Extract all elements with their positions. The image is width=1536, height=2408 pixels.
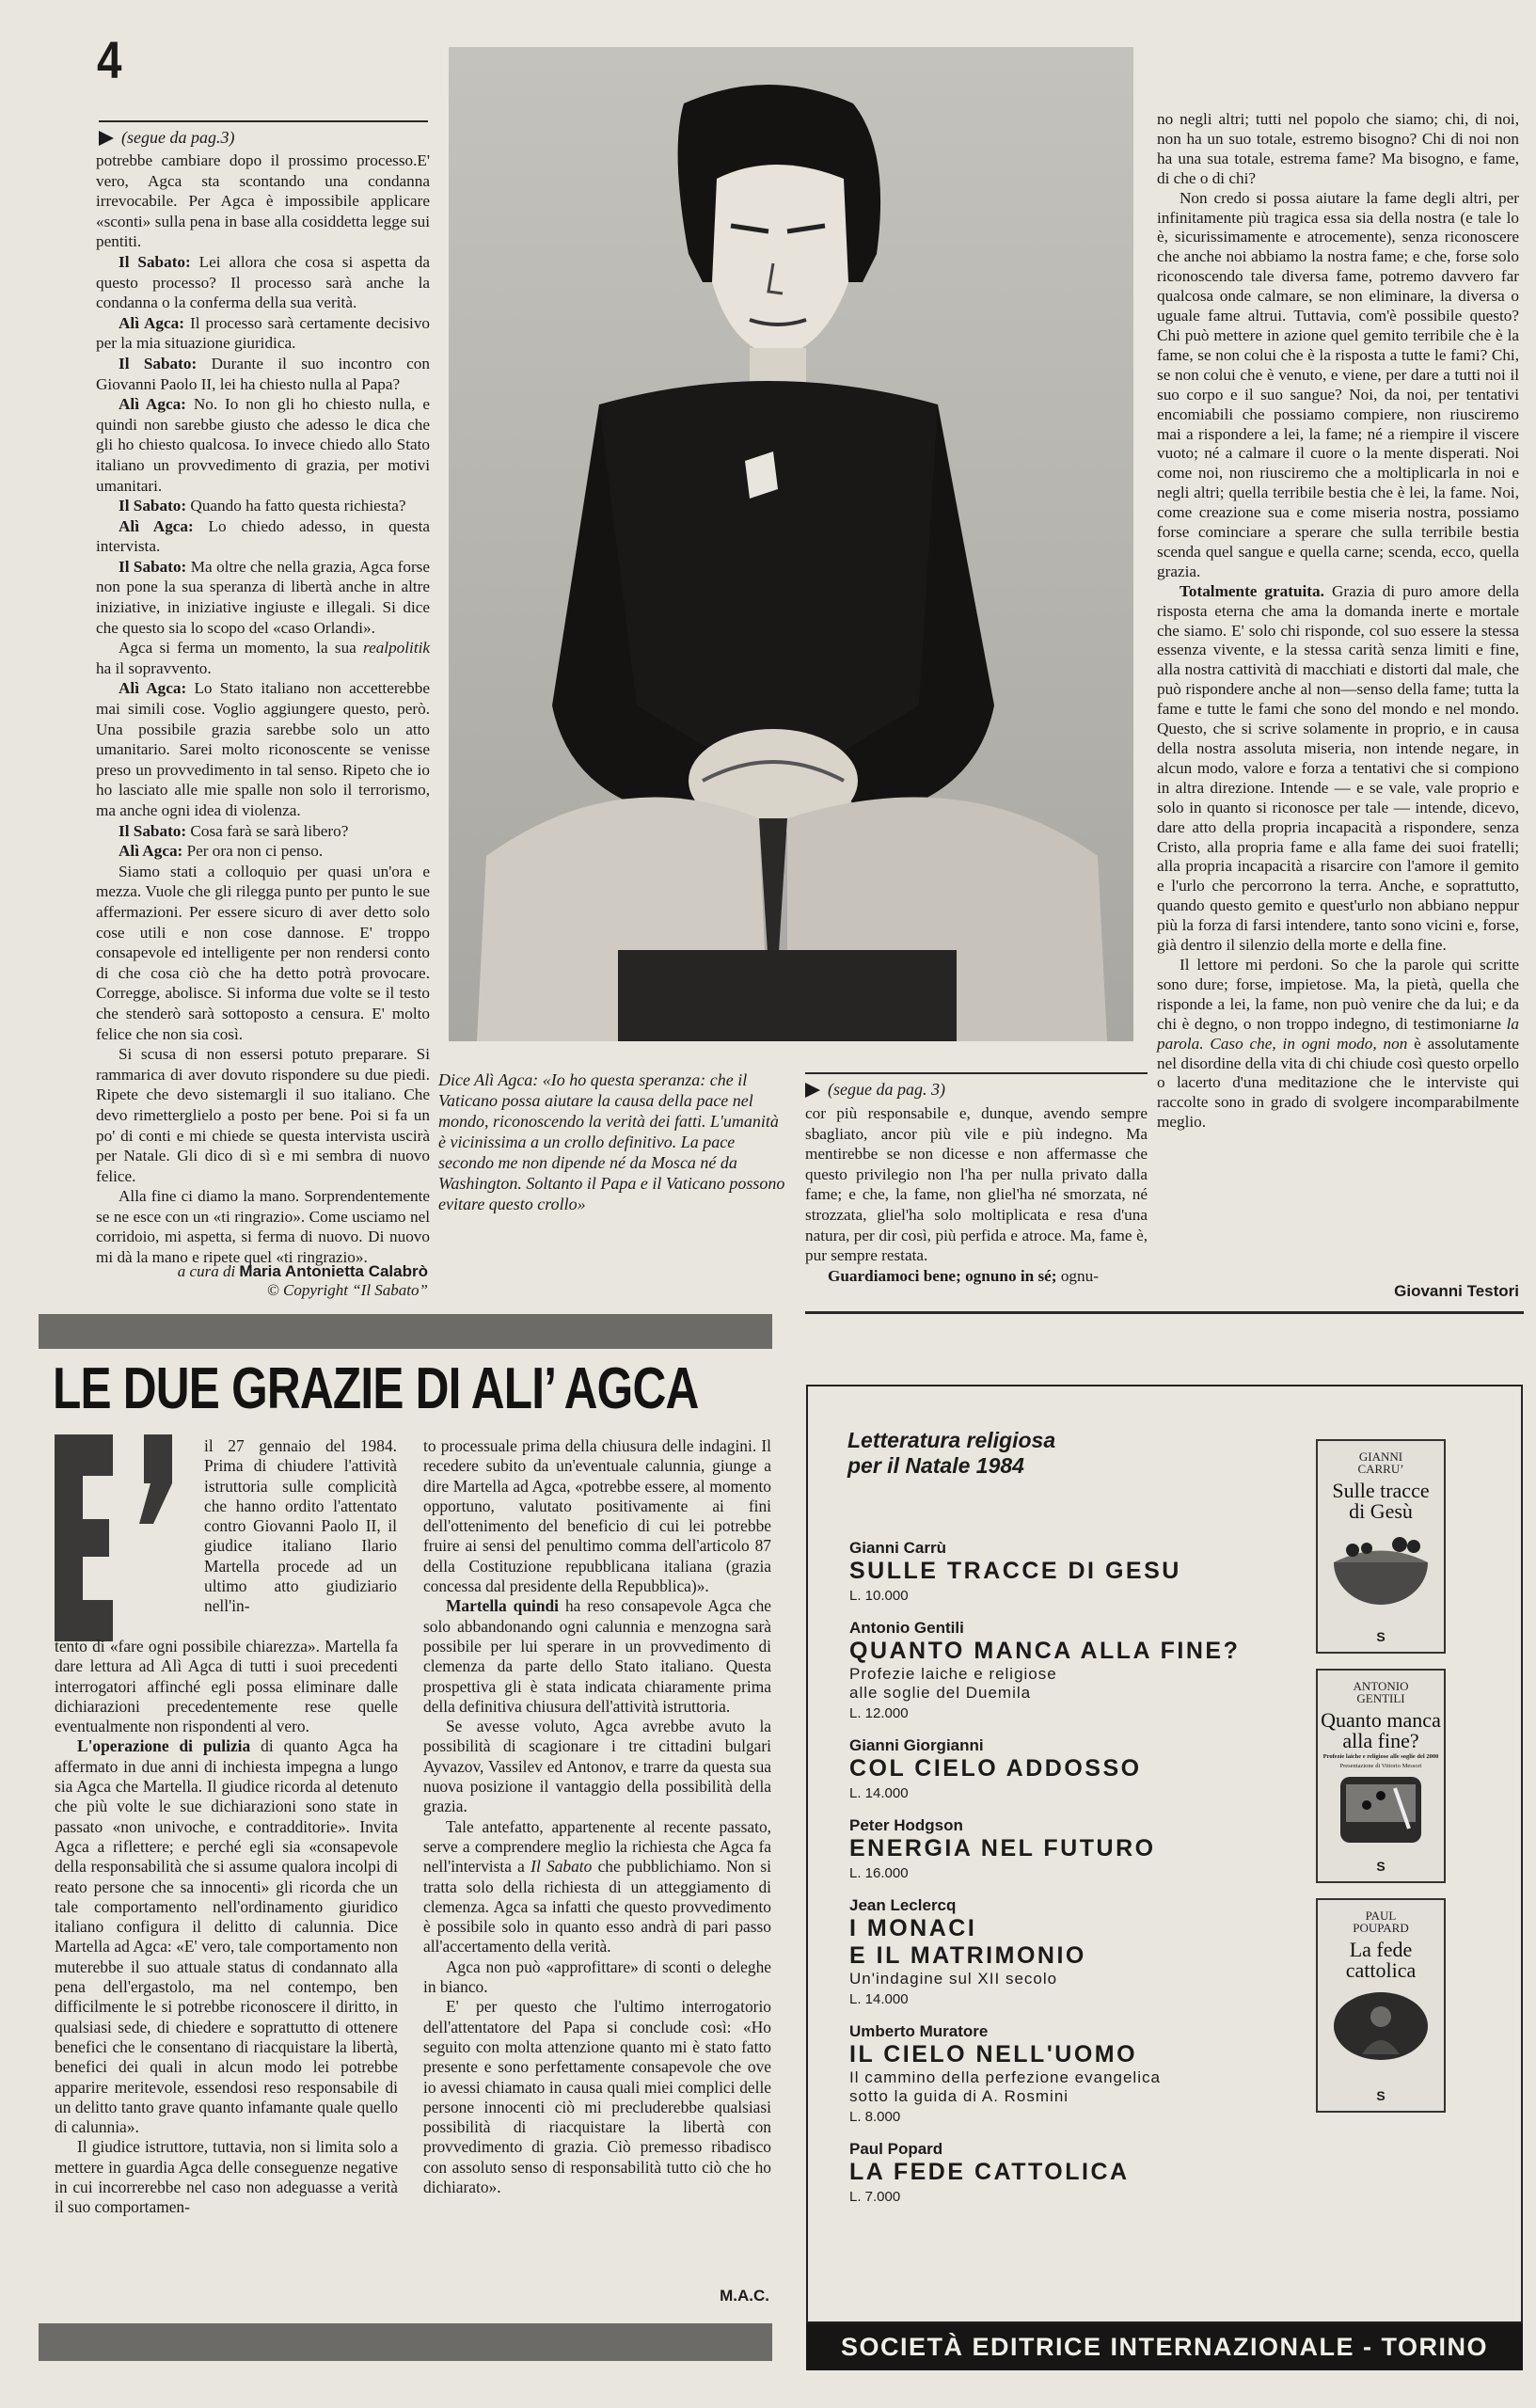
- book-author: Gianni Giorgianni: [849, 1736, 984, 1754]
- publisher-logo-icon: S: [1376, 1629, 1386, 1644]
- book-title: IL CIELO NELL'UOMO: [849, 2041, 1138, 2067]
- landscape-image: [1329, 1529, 1433, 1605]
- book-entry: [849, 1539, 1291, 1606]
- book-author: Peter Hodgson: [849, 1816, 963, 1834]
- book-title: COL CIELO ADDOSSO: [849, 1755, 1142, 1782]
- paragraph: [1157, 110, 1519, 189]
- paragraph-text: Durante il suo incontro con Giovanni Paolo II, lei ha chiesto nulla al Papa?: [96, 354, 430, 393]
- paragraph-text: ognu-: [1056, 1266, 1099, 1285]
- continued-text: (segue da pag.3): [121, 128, 235, 147]
- intro-text: il 27 gennaio del 1984. Prima di chiudere l'attività istruttoria sulle complicità che hanno ordito l'attentato contro Giovanni Paolo II, il giudice italiano Ilario Martella procede ad un ultimo atto giudiziario nell'in-: [204, 1436, 397, 1616]
- article-signature: M.A.C.: [720, 2287, 769, 2305]
- paragraph-text: Il processo sarà certamente decisivo per la mia situazione giuridica.: [96, 313, 431, 353]
- book-price: L. 16.000: [849, 1865, 909, 1881]
- paragraph-text: Quando ha fatto questa richiesta?: [186, 497, 406, 515]
- paragraph: [96, 678, 430, 820]
- publisher-footer: SOCIETÀ EDITRICE INTERNAZIONALE - TORINO: [806, 2323, 1523, 2370]
- book-cover: [1316, 1439, 1446, 1654]
- paragraph-text: Non credo si possa aiutare la fame degli altri, per infinitamente più tragica essa sia della nostra (e tale lo è, sicurissimamente e atrocemente), senza riconoscere che anche noi abbiamo la nostra fame; e che, forse solo riconoscendo tale diversa fame, potremo davvero far qualcosa onde calmare, se non eliminare, la diversa o uguale fame altrui. Tuttavia, com'è possibile questo? Chi può mettere in azione quel gemito terribile che è la fame, se non colui che è la risposta a tutte le fami? Chi, se non colui che è venuto, e viene, per dare a tutti noi il suo corpo e il suo sangue? Noi, da noi, per tentativi encomiabili che possiamo compiere, non riusciremo mai a rispondere a lei, la fame; né a riempire il viscere vuoto; né a calmare il cuore o la mente disperati. Noi come noi, non riusciremo che a moltiplicarla in noi e negli altri; quella terribile bestia che è lei, la fame. Noi, come creazione sua e come miseria nostra, possiamo forse cominciare a sperare che sulla terribile bestia scenda quel sangue e quella carne; scenda, ecco, quella grazia.: [1157, 188, 1519, 580]
- publisher-logo-icon: S: [1376, 2088, 1386, 2103]
- cover-author: GIANNI CARRU’: [1357, 1450, 1404, 1476]
- photo-caption: Dice Alì Agca: «Io ho questa speranza: che il Vaticano possa aiutare la causa della pace nel mondo, riconoscendo la verità dei fatti. L'umanità è vicinissima a un crollo definitivo. La pace secondo me non dipende né da Mosca né da Washington. Soltanto il Papa e il Vaticano possono evitare questo crollo»: [438, 1070, 785, 1213]
- book-price: L. 12.000: [849, 1705, 909, 1721]
- paragraph-text: di quanto Agca ha affermato in due anni di inchiesta impegna a lungo sia Agca che Martella. Il giudice ricorda al detenuto che più volte le sue dichiarazioni sono state in passato «non univoche, e contradditorie». Invita Agca a riflettere; e perché egli sia «consapevole della responsabilità che si assume qualora incolpi di reato persone che sa innocenti» gli ricorda che un tale comportamento nell'ordinamento giuridico italiano configura il delitto di calunnia. Dice Martella ad Agca: «E' vero, tale comportamento non muterebbe il suo attuale status di condannato alla pena dell'ergastolo, ma nel contempo, ben difficilmente le si potrebbe riconoscere il diritto, in qualsiasi sede, di chiedere e soprattutto di ottenere benefici che le consentano di riacquistare la libertà, benefici dei quali in alcun modo lei potrebbe apparire meritevole, essendosi reso responsabile di un delitto tanto grave quanto infamante quale quello di calunnia».: [55, 1736, 398, 2137]
- paragraph-text-after: che pubblichiamo. Non si tratta solo della richiesta di un atteggiamento di clemenza. Agca sa infatti che questo provvedimento è possibile solo in quanto esso andrà di pari passo all'accertamento della verità.: [423, 1857, 772, 1956]
- publisher-logo-icon: S: [1376, 1859, 1386, 1874]
- essay-right-column: [1157, 110, 1519, 1133]
- book-price: L. 14.000: [849, 1785, 909, 1801]
- paragraph-text: Siamo stati a colloquio per quasi un'ora e mezza. Vuole che gli rilegga punto per punto le sue affermazioni. Per essere sicuro di aver detto solo cose utili e non cose dannose. E' troppo consapevole ed intelligente per non rendersi conto di che cosa ciò che ha detto potrà provocare. Corregge, abolisce. Si informa due volte se il testo che stenderò sarà sottoposto a censura. E' molto felice che non sia così.: [96, 862, 430, 1043]
- book-entry: [849, 1619, 1291, 1723]
- paragraph-lead: Guardiamoci bene; ognuno in sé;: [828, 1266, 1057, 1285]
- paragraph-text-after: è assolutamente nel disordine della vita di chi chiude così questo orpello o lacerto d'una meditazione che le interviste qui raccolte sono in grado di svolgere incomparabilmente meglio.: [1157, 1034, 1519, 1132]
- paragraph: [55, 1637, 398, 1736]
- paragraph-lead: Il Sabato:: [119, 497, 187, 515]
- paragraph-text: Lo Stato italiano non accetterebbe mai simili cose. Voglio aggiungere questo, però. Una possibile grazia sarebbe solo un atto umanitario. Sarei molto riconoscente se venisse preso un provvedimento in tal senso. Ripeto che io ho lasciato alle mie spalle non solo il terrorismo, ma anche ogni idea di violenza.: [96, 679, 430, 819]
- book-entry: [849, 2022, 1291, 2127]
- paragraph-text: E' per questo che l'ultimo interrogatorio dell'attentatore del Papa si conclude così: «Ho seguito con molta attenzione quanto mi è stato fatto presente e sono perfettamente consapevole che ove io avessi chiamato in causa quali miei complici delle persone innocenti ciò mi precluderebbe qualsiasi possibilità di riacquistare la libertà con provvedimento di grazia. Ciò premesso ribadisco con assoluto senso di responsabilità tutto ciò che ho dichiarato».: [423, 1997, 771, 2196]
- photo-ali-agca: [449, 47, 1133, 1041]
- continued-note-2: [805, 1080, 945, 1100]
- column-rule: [99, 120, 428, 122]
- cover-author: PAUL POUPARD: [1353, 1909, 1409, 1935]
- paragraph: [96, 394, 430, 496]
- paragraph-text: Tale antefatto, appartenente al recente passato, serve a comprendere meglio la richiesta che Agca fa nell'intervista a: [423, 1816, 771, 1877]
- paragraph-lead: Alì Agca:: [119, 679, 187, 698]
- book-price: L. 14.000: [849, 1991, 909, 2007]
- essay-signature: [1157, 1282, 1519, 1301]
- book-title: I MONACI E IL MATRIMONIO: [849, 1915, 1086, 1969]
- paragraph-text: Lo chiedo adesso, in questa intervista.: [96, 516, 431, 556]
- column-rule: [805, 1072, 1148, 1074]
- cover-subtitle: Profezie laiche e religiose alle soglie del 2000: [1322, 1753, 1439, 1760]
- paragraph: [1157, 189, 1519, 582]
- paragraph: [423, 1997, 771, 2197]
- paragraph: [423, 1436, 771, 1596]
- book-author: Umberto Muratore: [849, 2022, 989, 2040]
- book-price: L. 7.000: [849, 2189, 901, 2205]
- paragraph-lead: Il Sabato:: [119, 354, 198, 372]
- paragraph: [96, 354, 430, 394]
- book-title: QUANTO MANCA ALLA FINE?: [849, 1638, 1241, 1664]
- paragraph: [96, 557, 430, 638]
- paragraph-text: Ma oltre che nella grazia, Agca forse non pone la sua speranza di libertà anche in altre iniziative, in iniziative ingiuste e illegali. Si dice che questo sia lo scopo del «caso Orlandi».: [96, 557, 431, 637]
- continued-text-2: (segue da pag. 3): [828, 1080, 945, 1099]
- paragraph-lead: Totalmente gratuita.: [1180, 581, 1324, 600]
- book-cover: [1316, 1898, 1446, 2113]
- triangle-arrow-icon: [805, 1083, 820, 1098]
- paragraph-text: Il lettore mi perdoni. So che la parole qui scritte sono dure; forse, impietose. Ma, la pietà, quella che risponde a lei, la fame, non può venire che da lui; e da chi è degno, o non troppo indegno, di testimoniarne: [1157, 955, 1519, 1033]
- paragraph: [96, 841, 430, 862]
- paragraph-italic: la parola. Caso che, in ogni modo, non: [1157, 1014, 1519, 1053]
- paragraph: [423, 1957, 771, 1998]
- paragraph: [96, 862, 430, 1044]
- cover-author: ANTONIO GENTILI: [1353, 1679, 1409, 1705]
- signature-name: Giovanni Testori: [1394, 1282, 1519, 1300]
- gray-band-bottom: [39, 2323, 772, 2361]
- cover-title: La fede cattolica: [1345, 1938, 1417, 1982]
- article-headline: LE DUE GRAZIE DI ALI’ AGCA: [53, 1356, 699, 1421]
- book-author: Jean Leclercq: [849, 1896, 957, 1914]
- paragraph: [96, 150, 430, 252]
- paragraph-lead: Alì Agca:: [119, 395, 186, 414]
- continued-note: [99, 128, 234, 148]
- paragraph-text: potrebbe cambiare dopo il prossimo processo.E' vero, Agca sta scontando una condanna irrevocabile. Per Agca è impossibile applicare «sconti» sulla pena in base alla cosiddetta legge sui pentiti.: [96, 151, 430, 251]
- credit-name: Maria Antonietta Calabrò: [239, 1262, 428, 1280]
- paragraph-text: cor più responsabile e, dunque, avendo sempre sbagliato, ancor più vile e più indegno. Ma mentirebbe se non dicesse e non affermasse che questo privilegio non l'ha per nulla privato dalla fame; e che, la fame, non gliel'ha né smorzata, né strozzata, gliel'ha solo moltiplicata e resa d'una natura, per dir così, più perfida e atroce. Ma, fame è, pur sempre restata.: [805, 1104, 1148, 1265]
- book-advertisement: [806, 1385, 1523, 2323]
- paragraph-lead: Il Sabato:: [119, 252, 191, 271]
- cover-title: Sulle tracce di Gesù: [1332, 1479, 1430, 1523]
- paragraph: [805, 1103, 1148, 1266]
- book-entry: [849, 1736, 1291, 1803]
- copyright: © Copyright “Il Sabato”: [266, 1281, 428, 1299]
- paragraph-italic: Il Sabato: [530, 1857, 593, 1877]
- article-column-1: [55, 1637, 398, 2218]
- paragraph-italic: realpolitik: [363, 639, 430, 657]
- paragraph: [423, 1817, 771, 1957]
- paragraph-text: Grazia di puro amore della risposta eterna che ama la domanda inerte e mortale che siamo. E' solo chi risponde, col suo essere la stessa essenza vivente, e la stessa carità senza limiti e fine, alla nostra cattività di macchiati e distorti dal male, che può rispondere anche al non—senso della fame; tutta la fame e tutte le fami che sono del mondo e nel mondo. Questo, che si scrive solamente in proprio, e in causa della nostra assoluta miseria, non intende negare, in alcun modo, valore e forza a tentativi che si compiono in altra direzione. Intende — e se vale, vale proprio e solo in quanto si riconosce per tale — intende, dicevo, dare atto della propria incapacità a rispondere, senza Cristo, alla propria fame e alla fame dei suoi fratelli; alla propria incapacità a risarcire con l'amore il gemito e l'urlo che percorrono la terra. Anche, e soprattutto, quando questo gemito e quest'urlo non abbiano neppur più la forza di farsi intendere, tanto sono vicini e, forse, già dentro il silenzio della morte e della fine.: [1157, 581, 1519, 955]
- paragraph-lead: L'operazione di pulizia: [77, 1736, 251, 1756]
- paragraph: [1157, 956, 1519, 1133]
- interview-column: [96, 150, 430, 1268]
- paragraph: [96, 1044, 430, 1186]
- paragraph: [96, 516, 430, 557]
- paragraph-text: Per ora non ci penso.: [182, 842, 324, 861]
- drop-cap-letter: [55, 1434, 177, 1641]
- advert-title-line1: Letteratura religiosa: [847, 1428, 1056, 1452]
- paragraph: [1157, 582, 1519, 956]
- credit-prefix: a cura di: [177, 1262, 236, 1280]
- book-entry: [849, 2140, 1291, 2207]
- paragraph-text: Si scusa di non essersi potuto preparare. Si rammarica di aver dovuto rispondere su due piedi. Ripete che devo sistemargli il suo italiano. Che devo rimetterglielo a posto per bene. Poi si fa un po' di conti e mi chiede se questa intervista uscirà per Natale. Gli dico di sì e mi sembra di nuovo felice.: [96, 1045, 430, 1185]
- book-entry: [849, 1896, 1291, 2009]
- paragraph: [96, 252, 430, 313]
- gray-band-top: [39, 1314, 772, 1349]
- paragraph: [96, 313, 430, 354]
- paragraph: [96, 1186, 430, 1267]
- paragraph: [55, 2137, 398, 2217]
- clock-image: [1329, 1777, 1433, 1843]
- book-author: Gianni Carrù: [849, 1539, 946, 1557]
- book-subtitle: Un'indagine sul XII secolo: [849, 1970, 1058, 1988]
- book-subtitle: Profezie laiche e religiose alle soglie del Duemila: [849, 1665, 1057, 1702]
- paragraph: [423, 1596, 771, 1717]
- article-intro: [204, 1436, 397, 1617]
- paragraph: [805, 1266, 1148, 1287]
- book-title: LA FEDE CATTOLICA: [849, 2159, 1130, 2185]
- book-entry: [849, 1816, 1291, 1883]
- book-subtitle: Il cammino della perfezione evangelica sotto la guida di A. Rosmini: [849, 2068, 1161, 2105]
- christ-mosaic-image: [1329, 1988, 1433, 2064]
- portrait-illustration: [449, 47, 1133, 1041]
- essay-middle-column: [805, 1103, 1148, 1286]
- paragraph-lead: Martella quindi: [446, 1596, 560, 1616]
- article-column-2: [423, 1436, 771, 2197]
- paragraph-lead: Alì Agca:: [119, 842, 183, 861]
- paragraph-lead: Alì Agca:: [119, 516, 194, 535]
- paragraph-text: No. Io non gli ho chiesto nulla, e quindi non sarebbe giusto che adesso le dica che gli ho chiesto qualcosa. Io invece chiedo allo Stato italiano un provvedimento di grazia, per motivi umanitari.: [96, 395, 430, 495]
- paragraph-text: to processuale prima della chiusura delle indagini. Il recedere subito da un'eventuale calunnia, giunge a dire Martella ad Agca, «potrebbe essere, al momento opportuno, valutato positivamente ai fini dell'ottenimento del beneficio di cui lei potrebbe fruire ai sensi del penultimo comma dell'articolo 87 della Costituzione repubblicana italiana (grazia concessa dal presidente della Repubblica)».: [423, 1436, 771, 1596]
- paragraph-text: Se avesse voluto, Agca avrebbe avuto la possibilità di scagionare i tre cittadini bulgari Ayvazov, Vassilev ed Antonov, e trarre da questa sua nuova posizione il vantaggio della possibilità della grazia.: [423, 1717, 771, 1816]
- paragraph-text: Lei allora che cosa si aspetta da questo processo? Il processo sarà anche la condanna o la conferma della sua verità.: [96, 252, 430, 312]
- drop-cap: [55, 1434, 177, 1641]
- paragraph-text: no negli altri; tutti nel popolo che siamo; chi, di noi, non ha un suo totale, estremo bisogno? Chi di noi non ha una sua totale, estrema fame? Ma bisogno, e fame, di che o di chi?: [1157, 110, 1519, 187]
- book-author: Antonio Gentili: [849, 1619, 964, 1637]
- advert-title: [847, 1428, 1055, 1479]
- paragraph-text: Agca non può «approfittare» di sconti o deleghe in bianco.: [423, 1956, 771, 1997]
- cover-title: Quanto manca alla fine?: [1321, 1708, 1441, 1752]
- paragraph-text-after: ha il sopravvento.: [96, 658, 212, 677]
- book-cover: [1316, 1669, 1446, 1883]
- page-number: 4: [97, 30, 122, 89]
- book-list: [849, 1539, 1291, 2220]
- book-price: L. 8.000: [849, 2109, 901, 2125]
- book-author: Paul Popard: [849, 2140, 943, 2158]
- paragraph-text: Agca si ferma un momento, la sua: [119, 639, 364, 657]
- paragraph-lead: Il Sabato:: [119, 821, 187, 840]
- advert-title-line2: per il Natale 1984: [847, 1453, 1024, 1478]
- book-title: ENERGIA NEL FUTURO: [849, 1835, 1156, 1861]
- book-price: L. 10.000: [849, 1588, 909, 1604]
- paragraph-text: tento di «fare ogni possibile chiarezza». Martella fa dare lettura ad Alì Agca di tutti i suoi precedenti interrogatori affinché egli possa eliminare dalle dichiarazioni precedentemente rese quelle eventualmente non rispondenti al vero.: [55, 1637, 398, 1736]
- paragraph: [423, 1717, 771, 1816]
- paragraph: [96, 638, 430, 678]
- paragraph-text: Il giudice istruttore, tuttavia, non si limita solo a mettere in guardia Agca delle conseguenze negative in cui incorrerebbe nel caso non adeguasse a verità il suo comportamen-: [55, 2137, 398, 2217]
- paragraph-text: ha reso consapevole Agca che solo abbandonando ogni calunnia e menzogna sarà possibile per lui sperare in un provvedimento di clemenza da parte dello Stato italiano. Questa prospettiva gli è stata indicata chiaramente prima della definitiva chiusura dell'attività istruttoria.: [423, 1596, 771, 1716]
- cover-presentation: Presentazione di Vittorio Messori: [1339, 1763, 1422, 1769]
- paragraph: [55, 1736, 398, 2137]
- paragraph-lead: Il Sabato:: [119, 557, 187, 576]
- section-rule: [805, 1311, 1524, 1314]
- paragraph: [96, 821, 430, 842]
- paragraph-text: Cosa farà se sarà libero?: [186, 821, 349, 840]
- triangle-arrow-icon: [99, 131, 114, 146]
- book-title: SULLE TRACCE DI GESU: [849, 1558, 1181, 1584]
- paragraph-lead: Alì Agca:: [119, 313, 184, 332]
- paragraph-text: Alla fine ci diamo la mano. Sorprendentemente se ne esce con un «ti ringrazio». Come usciamo nel corridoio, mi aspetta, si ferma di nuovo. Di nuovo mi dà la mano e ripete quel «ti ringrazio».: [96, 1187, 430, 1267]
- interview-credit: [96, 1262, 428, 1300]
- paragraph: [96, 496, 430, 516]
